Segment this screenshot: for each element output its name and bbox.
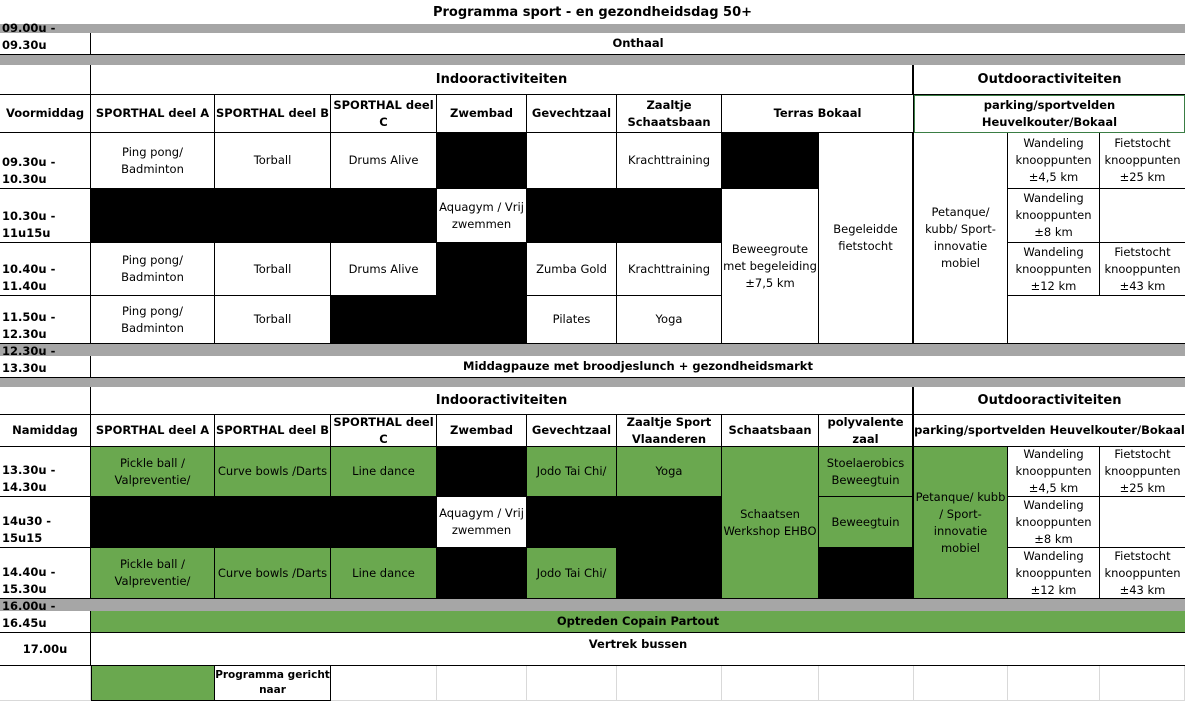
col-header: Zaaltje Sport Vlaanderen [617,415,722,447]
unavailable-cell [91,189,437,243]
activity-cell: Yoga [617,296,722,344]
col-header: SPORTHAL deel A [91,95,215,133]
bus-row: Vertrek bussen [91,633,1185,666]
activity-cell: Fietstocht knooppunten ±43 km [1100,548,1185,599]
unavailable-cell [91,497,437,548]
activity-cell: Beweegtuin [819,497,914,548]
activity-cell: Yoga [617,447,722,497]
activity-cell: Wandeling knooppunten ±4,5 km [1008,133,1100,189]
activity-cell: Begeleidde fietstocht [819,133,914,344]
col-header: SPORTHAL deel B [215,415,331,447]
separator [0,599,1185,611]
activity-cell: Ping pong/ Badminton [91,133,215,189]
time-lunch: 13.30u [0,356,91,378]
unavailable-cell [437,548,527,599]
activity-cell: Schaatsen Werkshop EHBO [722,447,819,599]
separator [0,378,1185,387]
time-cell: 09.30u - 10.30u [0,133,91,189]
activity-cell: Torball [215,243,331,296]
activity-cell: Beweegroute met begeleiding ±7,5 km [722,189,819,344]
activity-cell: Line dance [331,548,437,599]
col-header: Gevechtzaal [527,415,617,447]
outdoor-location: parking/sportvelden Heuvelkouter/Bokaal [914,415,1185,447]
time-cell: 14u30 - 15u15 [0,497,91,548]
lunch-row: Middagpauze met broodjeslunch + gezondheidsmarkt [91,356,1185,378]
activity-cell: Fietstocht knooppunten ±25 km [1100,447,1185,497]
activity-cell: Krachttraining [617,243,722,296]
unavailable-cell [331,296,527,344]
col-header: polyvalente zaal [819,415,914,447]
activity-cell: Ping pong/ Badminton [91,296,215,344]
activity-cell: Wandeling knooppunten ±12 km [1008,548,1100,599]
time-cell: 13.30u - 14.30u [0,447,91,497]
grid-cell [527,666,617,701]
onthaal-row: Onthaal [91,33,1185,55]
separator [0,344,1185,356]
activity-cell: Fietstocht knooppunten ±25 km [1100,133,1185,189]
activity-cell [527,133,617,189]
col-header: Zaaltje Schaatsbaan [617,95,722,133]
activity-cell: Line dance [331,447,437,497]
grid-cell [1100,666,1185,701]
show-row: Optreden Copain Partout [91,611,1185,633]
col-header: SPORTHAL deel A [91,415,215,447]
blank-header [0,65,91,95]
time-cell: 10.40u - 11.40u [0,243,91,296]
time-show: 16.45u [0,611,91,633]
legend-label: Programma gericht naar [215,666,331,701]
activity-cell: Torball [215,296,331,344]
grid-cell [617,666,722,701]
activity-cell: Wandeling knooppunten ±12 km [1008,243,1100,296]
unavailable-cell [722,133,819,189]
activity-cell: Pickle ball / Valpreventie/ [91,447,215,497]
activity-cell: Aquagym / Vrij zwemmen [437,189,527,243]
col-header: Gevechtzaal [527,95,617,133]
unavailable-cell [819,548,914,599]
time-cell: 10.30u - 11u15u [0,189,91,243]
activity-cell [1100,497,1185,548]
unavailable-cell [437,243,527,296]
separator [0,55,1185,65]
unavailable-cell [527,189,722,243]
col-header: Terras Bokaal [722,95,914,133]
grid-cell [1008,666,1100,701]
activity-cell [1100,189,1185,243]
grid-cell [914,666,1008,701]
activity-cell: Wandeling knooppunten ±4,5 km [1008,447,1100,497]
activity-cell: Petanque/ kubb / Sport- innovatie mobiel [914,447,1008,599]
blank-header [0,387,91,415]
col-header: SPORTHAL deel C [331,95,437,133]
activity-cell: Wandeling knooppunten ±8 km [1008,497,1100,548]
time-cell: 11.50u - 12.30u [0,296,91,344]
unavailable-cell [437,133,527,189]
voormiddag-label: Voormiddag [0,95,91,133]
activity-cell: Torball [215,133,331,189]
activity-cell: Drums Alive [331,133,437,189]
grid-cell [819,666,914,701]
separator [0,24,1185,33]
legend-swatch [91,666,215,701]
indoor-header: Indooractiviteiten [91,65,914,95]
time-onthaal: 09.30u [0,33,91,55]
activity-cell: Pilates [527,296,617,344]
indoor-header: Indooractiviteiten [91,387,914,415]
activity-cell: Ping pong/ Badminton [91,243,215,296]
unavailable-cell [617,548,722,599]
activity-cell: Aquagym / Vrij zwemmen [437,497,527,548]
activity-cell: Petanque/ kubb/ Sport- innovatie mobiel [914,133,1008,344]
activity-cell: Krachttraining [617,133,722,189]
col-header: Schaatsbaan [722,415,819,447]
activity-cell: Zumba Gold [527,243,617,296]
col-header: Zwembad [437,95,527,133]
grid-cell [722,666,819,701]
col-header: Zwembad [437,415,527,447]
page-title: Programma sport - en gezondheidsdag 50+ [0,0,1185,24]
outdoor-location: parking/sportvelden Heuvelkouter/Bokaal [914,95,1185,133]
activity-cell: Curve bowls /Darts [215,447,331,497]
grid-cell [0,666,91,701]
outdoor-header: Outdooractiviteiten [914,387,1185,415]
activity-cell: Jodo Tai Chi/ [527,548,617,599]
time-cell: 14.40u - 15.30u [0,548,91,599]
col-header: SPORTHAL deel B [215,95,331,133]
unavailable-cell [527,497,722,548]
grid-cell [437,666,527,701]
grid-cell [331,666,437,701]
activity-cell: Pickle ball / Valpreventie/ [91,548,215,599]
activity-cell: Jodo Tai Chi/ [527,447,617,497]
unavailable-cell [437,447,527,497]
activity-cell: Wandeling knooppunten ±8 km [1008,189,1100,243]
time-bus: 17.00u [0,633,91,666]
activity-cell: Stoelaerobics Beweegtuin [819,447,914,497]
namiddag-label: Namiddag [0,415,91,447]
activity-cell [1008,296,1185,344]
activity-cell: Curve bowls /Darts [215,548,331,599]
col-header: SPORTHAL deel C [331,415,437,447]
outdoor-header: Outdooractiviteiten [914,65,1185,95]
activity-cell: Drums Alive [331,243,437,296]
activity-cell: Fietstocht knooppunten ±43 km [1100,243,1185,296]
